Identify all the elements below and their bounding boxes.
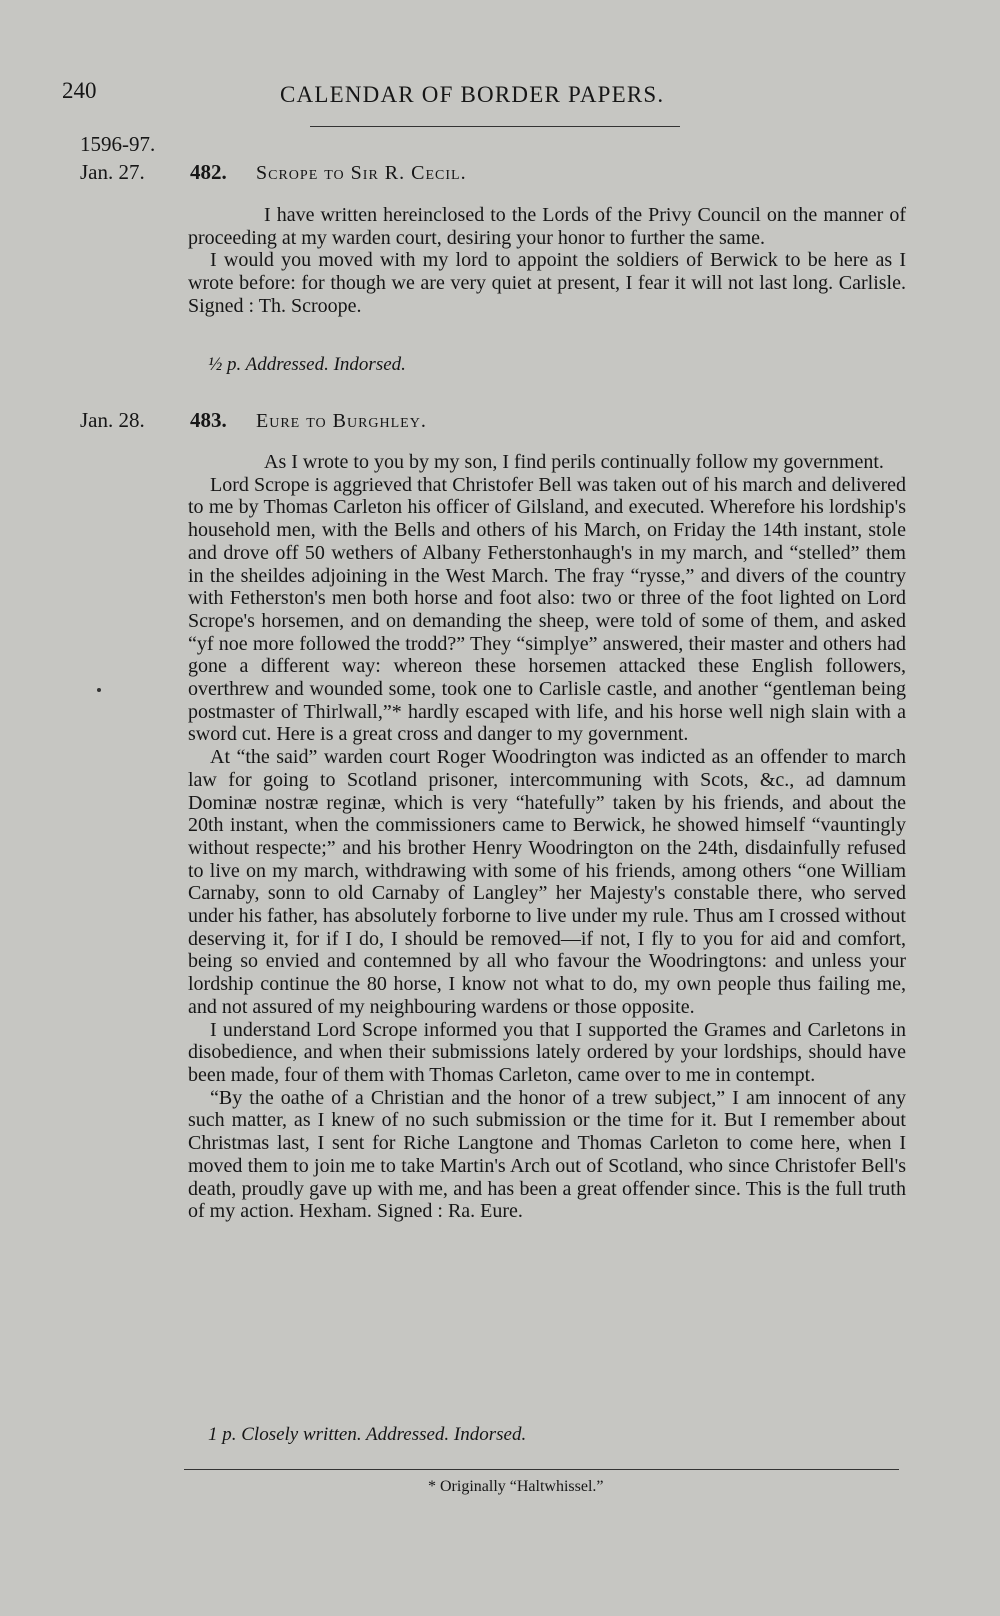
entry-483-number: 483. <box>190 408 227 432</box>
entry-483-title: Eure to Burghley. <box>256 410 427 432</box>
entry-483-body <box>188 451 906 1223</box>
entry-483-paragraph: “By the oathe of a Christian and the honor of a trew subject,” I am innocent of any such matter, as I knew of no such submission or the time for it. But I remember about Christmas last, I sent for Riche Langtone and Thomas Carleton to come here, when I moved them to join me to take Martin's Arch out of Scotland, who since Christofer Bell's death, proudly gave up with me, and has been a great offender since. This is the full truth of my action. Hexham. Signed : Ra. Eure. <box>188 1086 906 1223</box>
entry-482-title: Scrope to Sir R. Cecil. <box>256 162 467 184</box>
page-number: 240 <box>62 78 97 103</box>
year-label: 1596-97. <box>80 132 156 156</box>
entry-483-paragraph: As I wrote to you by my son, I find perils continually follow my government. <box>264 451 884 473</box>
entry-482-paragraph: I have written hereinclosed to the Lords of the Privy Council on the manner of proceeding at my warden court, desiring your honor to further the same. <box>188 204 906 249</box>
entry-482-date: Jan. 27. <box>80 160 145 184</box>
entry-483-date: Jan. 28. <box>80 408 145 432</box>
entry-482-paragraph: I would you moved with my lord to appoint the soldiers of Berwick to be here as I wrote before: for though we are very quiet at present, I fear it will not last long. Carlisle. Signed : Th. Scroope. <box>188 249 906 317</box>
footnote-divider <box>184 1469 899 1470</box>
entry-483-paragraph: Lord Scrope is aggrieved that Christofer Bell was taken out of his march and delivered to me by Thomas Carleton his officer of Gilsland, and executed. Wherefore his lordship's household men, with the Bells and others of his March, on Friday the 14th instant, stole and drove off 50 wethers of Albany Fetherstonhaugh's in my march, and “stelled” them in the sheildes adjoining in the West March. The fray “rysse,” and divers of the country with Fetherston's men both horse and foot also: two or three of the foot lighted on Lord Scrope's horsemen, and on demanding the sheep, were told of some of them, and asked “yf noe more followed the trodd?” They “simplye” answered, their master and others had gone a different way: whereon these horsemen attacked these English followers, overthrew and wounded some, took one to Carlisle castle, and another “gentleman being postmaster of Thirlwall,”* hardly escaped with life, and his horse well nigh slain with a sword cut. Here is a great cross and danger to my government. <box>188 473 906 746</box>
entry-482-body <box>188 204 906 318</box>
margin-mark <box>97 688 101 692</box>
entry-482-note: ½ p. Addressed. Indorsed. <box>208 354 406 375</box>
entry-483-paragraph: At “the said” warden court Roger Woodrington was indicted as an offender to march law for going to Scotland prisoner, intercommuning with Scots, &c., ad damnum Dominæ nostræ reginæ, which is very “hatefully” taken by his friends, and about the 20th instant, when the commissioners came to Berwick, he showed himself “vauntingly without respecte;” and his brother Henry Woodrington on the 24th, disdainfully refused to live on my march, withdrawing with some of his friends, among others “one William Carnaby, sonn to old Carnaby of Langley” her Majesty's constable there, who served under his father, has absolutely forborne to live under my rule. Thus am I crossed without deserving it, for if I do, I should be removed—if not, I fly to you for aid and comfort, being so envied and contemned by all who favour the Woodringtons: and unless your lordship continue the 80 horse, I know not what to do, my own people thus failing me, and not assured of my neighbouring wardens or those opposite. <box>188 746 906 1018</box>
footnote: * Originally “Haltwhissel.” <box>428 1478 604 1495</box>
entry-483-paragraph: I understand Lord Scrope informed you that I supported the Grames and Carletons in disobedience, and when their submissions lately ordered by your lordships, should have been made, four of them with Thomas Carleton, came over to me in contempt. <box>188 1018 906 1086</box>
page-title: CALENDAR OF BORDER PAPERS. <box>280 82 665 107</box>
header-divider <box>310 126 680 127</box>
entry-483-note: 1 p. Closely written. Addressed. Indorsed. <box>208 1424 527 1445</box>
entry-482-number: 482. <box>190 160 227 184</box>
